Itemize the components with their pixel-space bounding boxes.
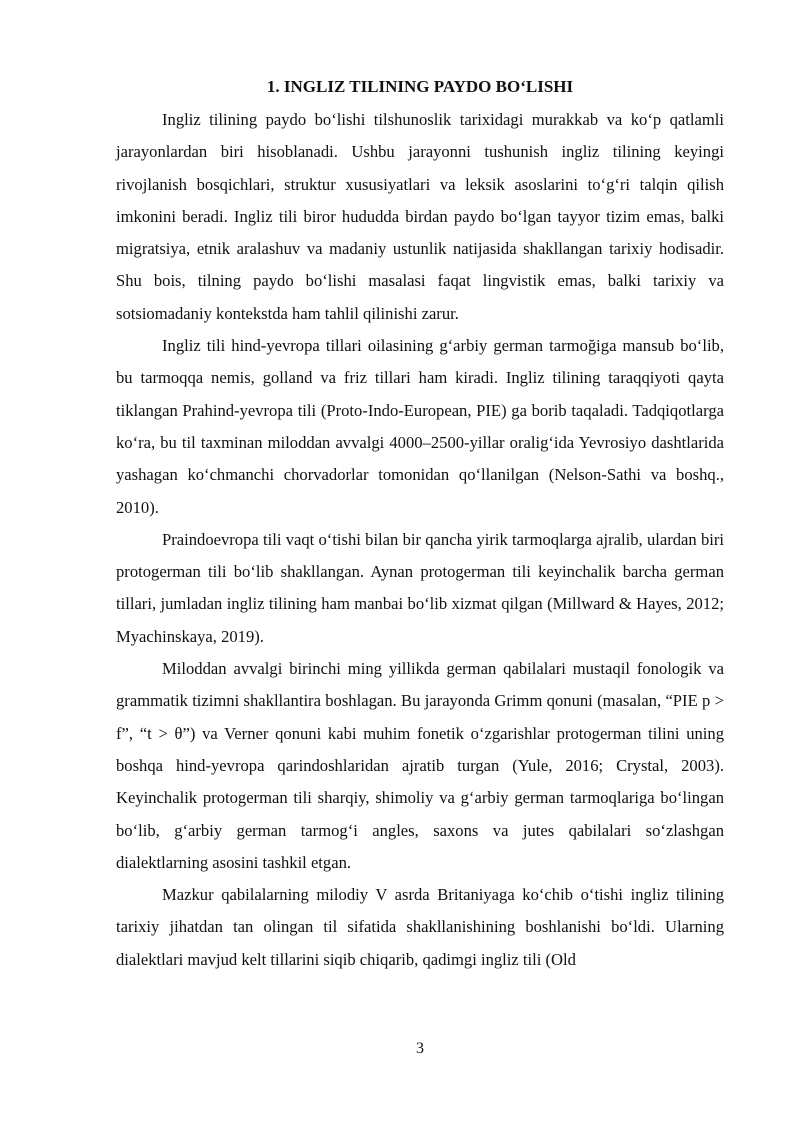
paragraph-4: Miloddan avvalgi birinchi ming yillikda german qabilalari mustaqil fonologik va grammatik tizimni shakllantira boshlagan. Bu jarayonda Grimm qonuni (masalan, “PIE p > f”, “t > θ”) va Verner qonuni kabi muhim fonetik oʻzgarishlar protogerman tilini uning boshqa hind-yevropa qarindoshlaridan ajratib turgan (Yule, 2016; Crystal, 2003). Keyinchalik protogerman tili sharqiy, shimoliy va gʻarbiy german tarmoqlariga boʻlingan boʻlib, gʻarbiy german tarmogʻi angles, saxons va jutes qabilalari soʻzlashgan dialektlarning asosini tashkil etgan.: [116, 659, 724, 872]
paragraph-5: Mazkur qabilalarning milodiy V asrda Britaniyaga koʻchib oʻtishi ingliz tilining tarixiy jihatdan tan olingan til sifatida shakllanishining boshlanishi boʻldi. Ularning dialektlari mavjud kelt tillarini siqib chiqarib, qadimgi ingliz tili (Old: [116, 885, 724, 969]
section-heading: 1. INGLIZ TILINING PAYDO BOʻLISHI: [266, 77, 574, 96]
document-page: [116, 74, 724, 976]
paragraph-3: Praindoevropa tili vaqt oʻtishi bilan bir qancha yirik tarmoqlarga ajralib, ulardan biri protogerman tili boʻlib shakllangan. Aynan protogerman tili keyinchalik barcha german tillari, jumladan ingliz tilining ham manbai boʻlib xizmat qilgan (Millward & Hayes, 2012; Myachinskaya, 2019).: [116, 529, 724, 646]
page-number: 3: [416, 1040, 424, 1057]
paragraph-1: Ingliz tilining paydo boʻlishi tilshunoslik tarixidagi murakkab va koʻp qatlamli jarayonlardan biri hisoblanadi. Ushbu jarayonni tushunish ingliz tilining keyingi rivojlanish bosqichlari, struktur xususiyatlari va leksik asoslarini toʻgʻri talqin qilish imkonini beradi. Ingliz tili biror hududda birdan paydo boʻlgan tayyor tizim emas, balki migratsiya, etnik aralashuv va madaniy ustunlik natijasida shakllangan tarixiy hodisadir. Shu bois, tilning paydo boʻlishi masalasi faqat lingvistik emas, balki tarixiy va sotsiomadaniy kontekstda ham tahlil qilinishi zarur.: [116, 110, 724, 323]
paragraph-2: Ingliz tili hind-yevropa tillari oilasining gʻarbiy german tarmoğiga mansub boʻlib, bu tarmoqqa nemis, golland va friz tillari ham kiradi. Ingliz tilining taraqqiyoti qayta tiklangan Prahind-yevropa tili (Proto-Indo-European, PIE) ga borib taqaladi. Tadqiqotlarga koʻra, bu til taxminan miloddan avvalgi 4000–2500-yillar oraligʻida Yevrosiyo dashtlarida yashagan koʻchmanchi chorvadorlar tomonidan qoʻllanilgan (Nelson-Sathi va boshq., 2010).: [116, 336, 724, 517]
